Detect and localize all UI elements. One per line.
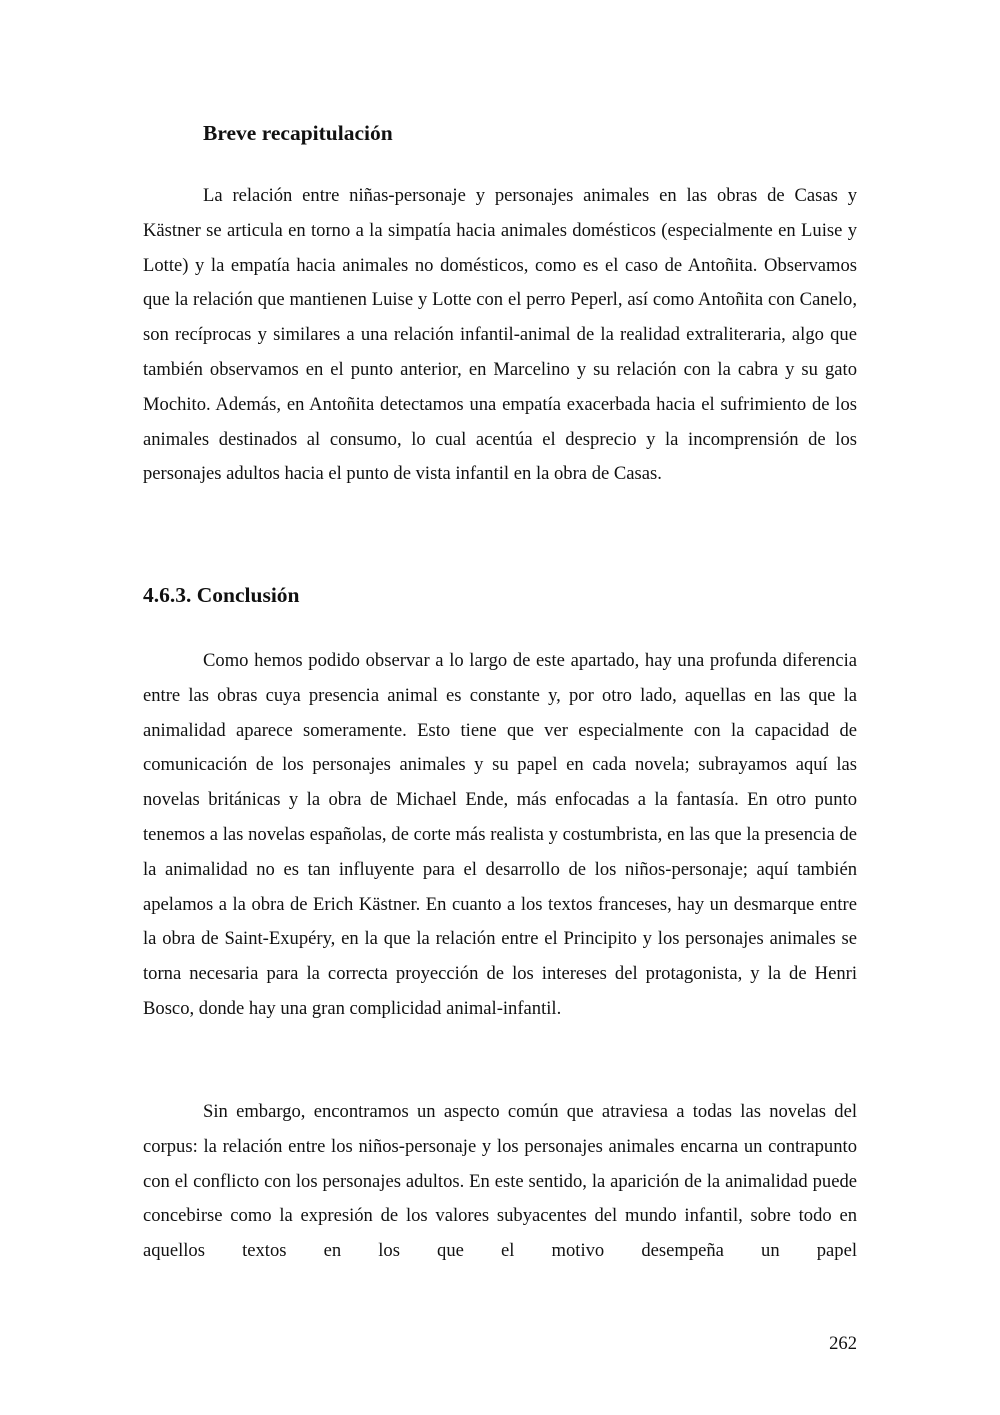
summary-paragraph: La relación entre niñas-personaje y personajes animales en las obras de Casas y Kästner se articula en torno a la simpatía hacia animales domésticos (especialmente en Luise y Lotte) y la empatía hacia animales no domésticos, como es el caso de Antoñita. Observamos que la relación que mantienen Luise y Lotte con el perro Peperl, así como Antoñita con Canelo, son recíprocas y similares a una relación infantil-animal de la realidad extraliteraria, algo que también observamos en el punto anterior, en Marcelino y su relación con la cabra y su gato Mochito. Además, en Antoñita detectamos una empatía exacerbada hacia el sufrimiento de los animales destinados al consumo, lo cual acentúa el desprecio y la incomprensión de los personajes adultos hacia el punto de vista infantil en la obra de Casas.: [143, 185, 857, 485]
summary-heading: Breve recapitulación: [203, 121, 393, 145]
conclusion-heading: 4.6.3. Conclusión: [143, 583, 300, 607]
conclusion-paragraph-1: Como hemos podido observar a lo largo de este apartado, hay una profunda diferencia entre las obras cuya presencia animal es constante y, por otro lado, aquellas en las que la animalidad aparece someramente. Esto tiene que ver especialmente con la capacidad de comunicación de los personajes animales y su papel en cada novela; subrayamos aquí las novelas británicas y la obra de Michael Ende, más enfocadas a la fantasía. En otro punto tenemos a las novelas españolas, de corte más realista y costumbrista, en las que la presencia de la animalidad no es tan influyente para el desarrollo de los niños-personaje; aquí también apelamos a la obra de Erich Kästner. En cuanto a los textos franceses, hay un desmarque entre la obra de Saint-Exupéry, en la que la relación entre el Principito y los personajes animales se torna necesaria para la correcta proyección de los intereses del protagonista, y la de Henri Bosco, donde hay una gran complicidad animal-infantil.: [143, 650, 857, 1019]
conclusion-paragraph-2: Sin embargo, encontramos un aspecto común que atraviesa a todas las novelas del corpus: la relación entre los niños-personaje y los personajes animales encarna un contrapunto con el conflicto con los personajes adultos. En este sentido, la aparición de la animalidad puede concebirse como la expresión de los valores subyacentes del mundo infantil, sobre todo en aquellos textos en los que el motivo desempeña un papel: [143, 1101, 857, 1262]
page-number: 262: [829, 1333, 857, 1354]
